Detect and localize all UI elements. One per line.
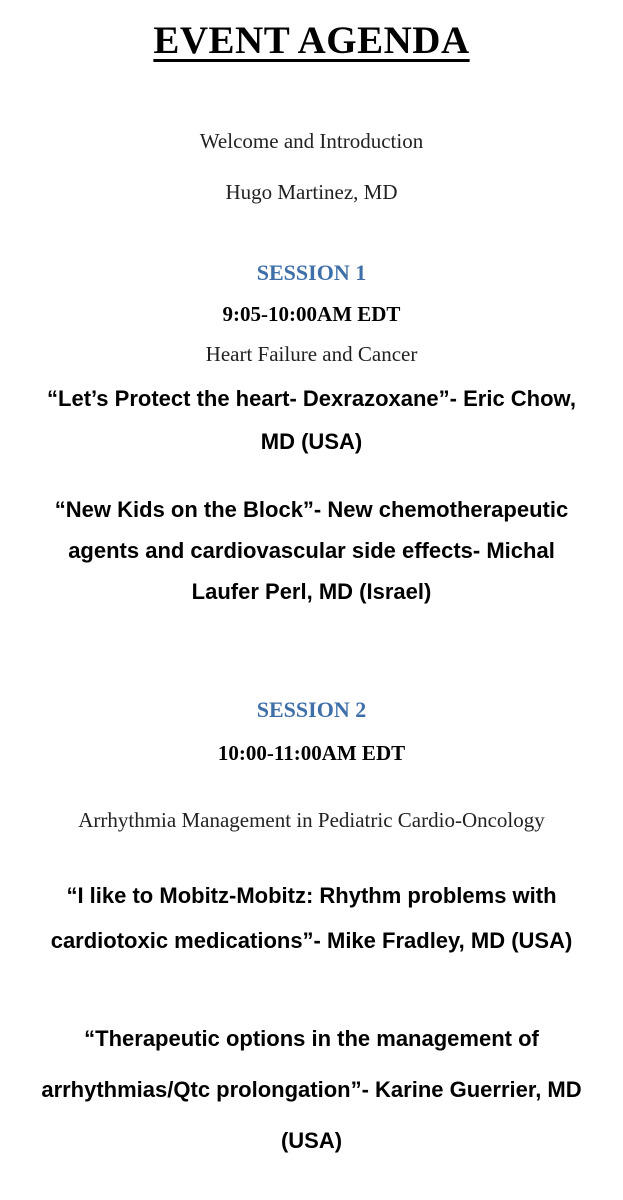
welcome-label: Welcome and Introduction	[199, 129, 424, 153]
session-1-heading: SESSION 1	[256, 260, 367, 285]
session-2-time: 10:00-11:00AM EDT	[217, 741, 406, 765]
welcome-speaker: Hugo Martinez, MD	[225, 180, 398, 204]
session-2-topic: Arrhythmia Management in Pediatric Cardio-Oncology	[78, 808, 545, 832]
session-1-time: 9:05-10:00AM EDT	[222, 302, 401, 326]
session-2-talk-2: “Therapeutic options in the management of arrhythmias/Qtc prolongation”- Karine Guerrier, MD (USA)	[41, 1026, 582, 1153]
session-2-talk-1: “I like to Mobitz-Mobitz: Rhythm problems with cardiotoxic medications”- Mike Fradley, MD (USA)	[50, 883, 573, 953]
session-1-talk-2: “New Kids on the Block”- New chemotherapeutic agents and cardiovascular side effects- Michal Laufer Perl, MD (Israel)	[54, 497, 569, 604]
session-2-heading: SESSION 2	[256, 697, 367, 722]
page-title: EVENT AGENDA	[153, 19, 470, 62]
session-1-talk-1: “Let’s Protect the heart- Dexrazoxane”- Eric Chow, MD (USA)	[47, 386, 576, 454]
session-1-topic: Heart Failure and Cancer	[205, 342, 418, 366]
